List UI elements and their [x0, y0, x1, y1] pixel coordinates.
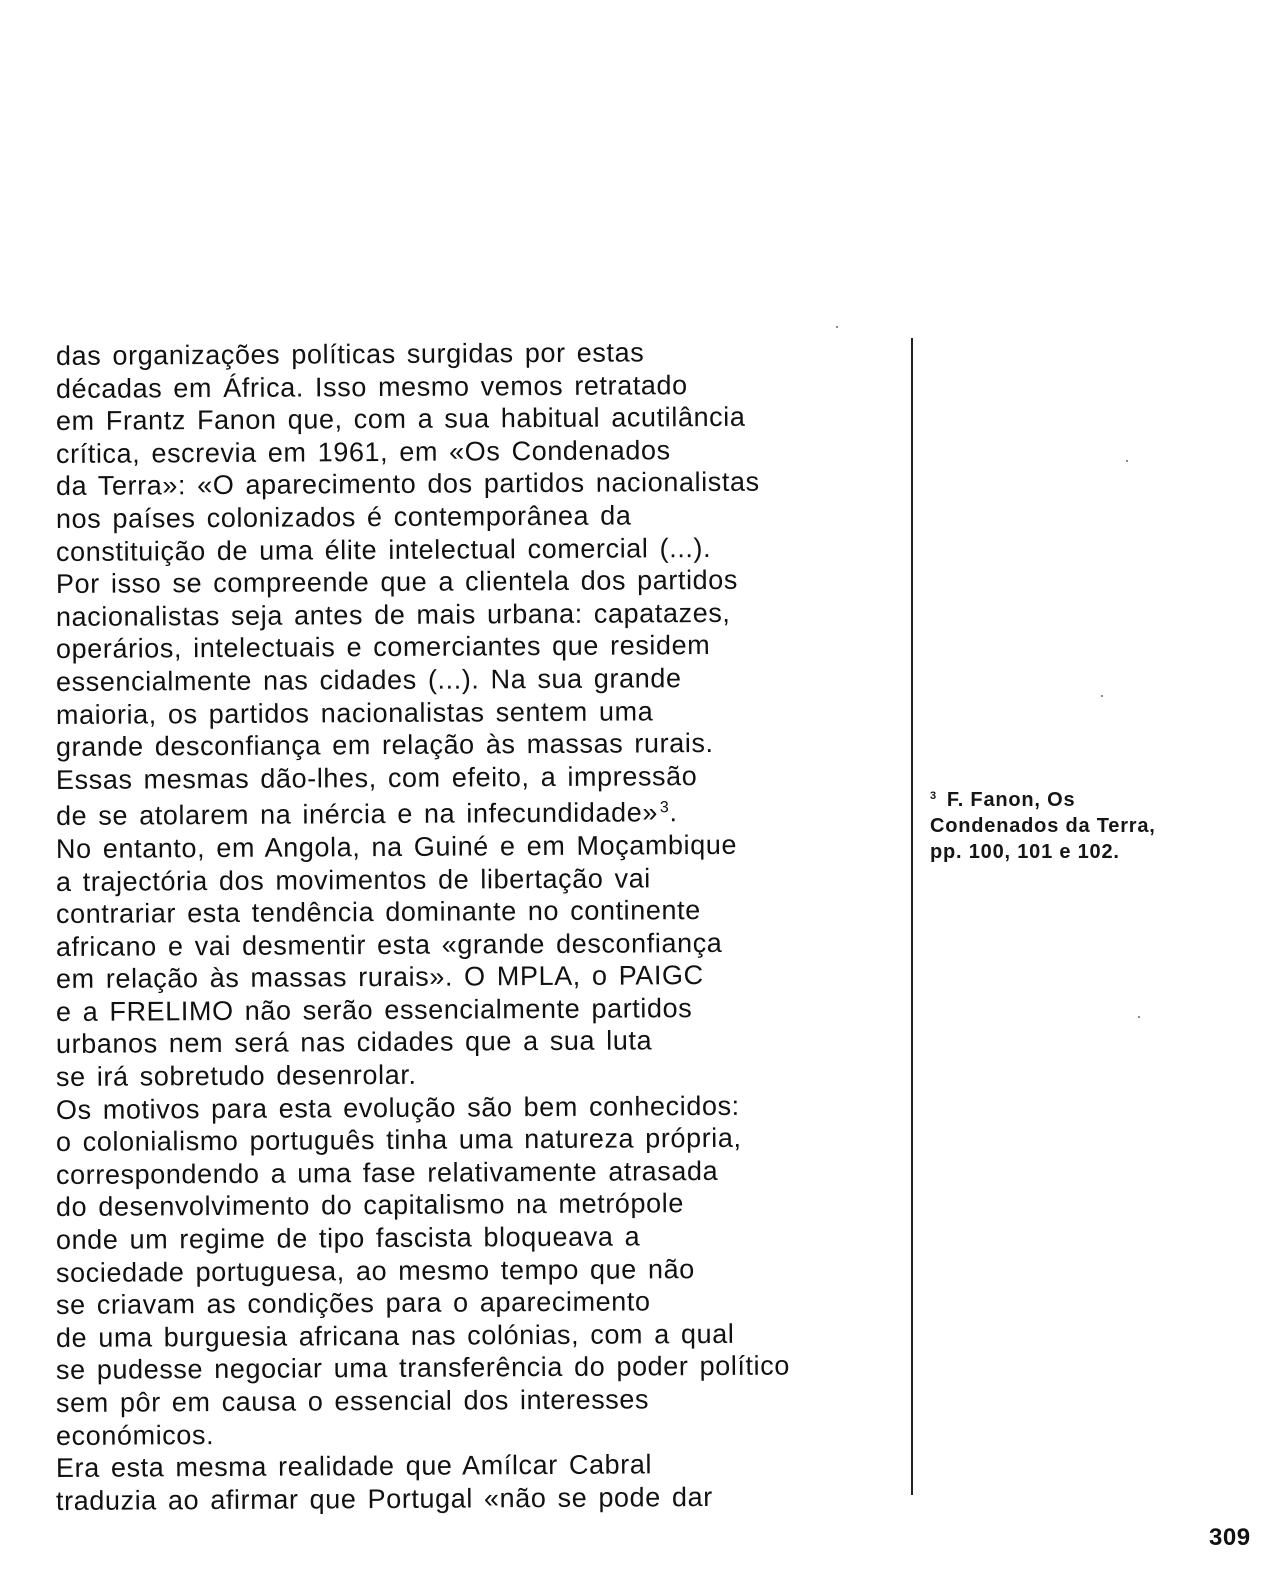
text-line: crítica, escrevia em 1961, em «Os Condenados	[55, 435, 671, 469]
page-number: 309	[1209, 1524, 1251, 1551]
text-line: da Terra»: «O aparecimento dos partidos nacionalistas	[55, 467, 760, 502]
text-line: No entanto, em Angola, na Guiné e em Moçambique	[55, 829, 738, 864]
sidenote-line: pp. 100, 101 e 102.	[930, 841, 1120, 863]
text-line: grande desconfiança em relação às massas rurais.	[55, 728, 714, 763]
text-line: se criavam as condições para o aparecimento	[55, 1286, 651, 1321]
scan-speck	[1101, 695, 1103, 697]
sidenote-line	[930, 783, 1250, 813]
text-line: essencialmente nas cidades (...). Na sua grande	[55, 663, 682, 697]
text-line: Os motivos para esta evolução são bem conhecidos:	[55, 1090, 740, 1125]
text-line: se irá sobretudo desenrolar.	[55, 1059, 417, 1093]
sidenote-marker: 3	[930, 790, 937, 802]
main-text-column	[55, 337, 906, 1517]
text-line: em relação às massas rurais». O MPLA, o PAIGC	[55, 960, 704, 995]
text-line: o colonialismo português tinha uma natureza própria,	[55, 1123, 742, 1158]
text-line: Essas mesmas dão-lhes, com efeito, a impressão	[55, 760, 698, 795]
sidenote-footnote	[930, 783, 1250, 865]
text-line: décadas em África. Isso mesmo vemos retratado	[55, 369, 688, 404]
text-line: constituição de uma élite intelectual comercial (...).	[55, 532, 712, 567]
text-line: Era esta mesma realidade que Amílcar Cabral	[55, 1449, 653, 1484]
text-line: de uma burguesia africana nas colónias, com a qual	[55, 1318, 735, 1353]
scan-speck	[1138, 1016, 1140, 1018]
text-line: correspondendo a uma fase relativamente atrasada	[55, 1155, 719, 1190]
text-line: urbanos nem será nas cidades que a sua luta	[55, 1025, 653, 1060]
text-line: sem pôr em causa o essencial dos interesses	[55, 1384, 650, 1418]
text-line: de se atolarem na inércia e na infecundidade»	[55, 797, 658, 832]
text-line: africano e vai desmentir esta «grande desconfiança	[55, 927, 723, 962]
column-divider	[911, 338, 913, 1495]
sidenote-text: F. Fanon, Os	[946, 789, 1076, 811]
text-line: em Frantz Fanon que, com a sua habitual acutilância	[55, 401, 746, 437]
text-line: económicos.	[55, 1419, 215, 1451]
text-line: onde um regime de tipo fascista bloqueava a	[55, 1221, 641, 1256]
text-line: operários, intelectuais e comerciantes que residem	[55, 630, 711, 665]
text-line: se pudesse negociar uma transferência do poder político	[55, 1350, 790, 1386]
text-line: maioria, os partidos nacionalistas sentem uma	[55, 695, 654, 730]
text-line: e a FRELIMO não serão essencialmente partidos	[55, 992, 693, 1027]
text-line: contrariar esta tendência dominante no continente	[55, 895, 701, 930]
text-line: do desenvolvimento do capitalismo na metrópole	[55, 1188, 685, 1223]
text-line-with-footnote: de se atolarem na inércia e na infecundidade» $^3$.	[55, 797, 678, 832]
text-line: nos países colonizados é contemporânea da	[55, 500, 632, 534]
text-line: nacionalistas seja antes de mais urbana: capatazes,	[55, 597, 731, 632]
text-line: traduzia ao afirmar que Portugal «não se pode dar	[55, 1481, 713, 1516]
scan-speck	[836, 326, 838, 328]
scan-speck	[1126, 460, 1128, 462]
sidenote-line: Condenados da Terra,	[930, 815, 1156, 837]
text-line: sociedade portuguesa, ao mesmo tempo que não	[55, 1253, 695, 1288]
text-line: a trajectória dos movimentos de libertação vai	[55, 862, 651, 897]
text-line: Por isso se compreende que a clientela dos partidos	[55, 564, 739, 600]
footnote-reference: 3	[659, 799, 670, 817]
text-line: das organizações políticas surgidas por estas	[55, 337, 645, 371]
